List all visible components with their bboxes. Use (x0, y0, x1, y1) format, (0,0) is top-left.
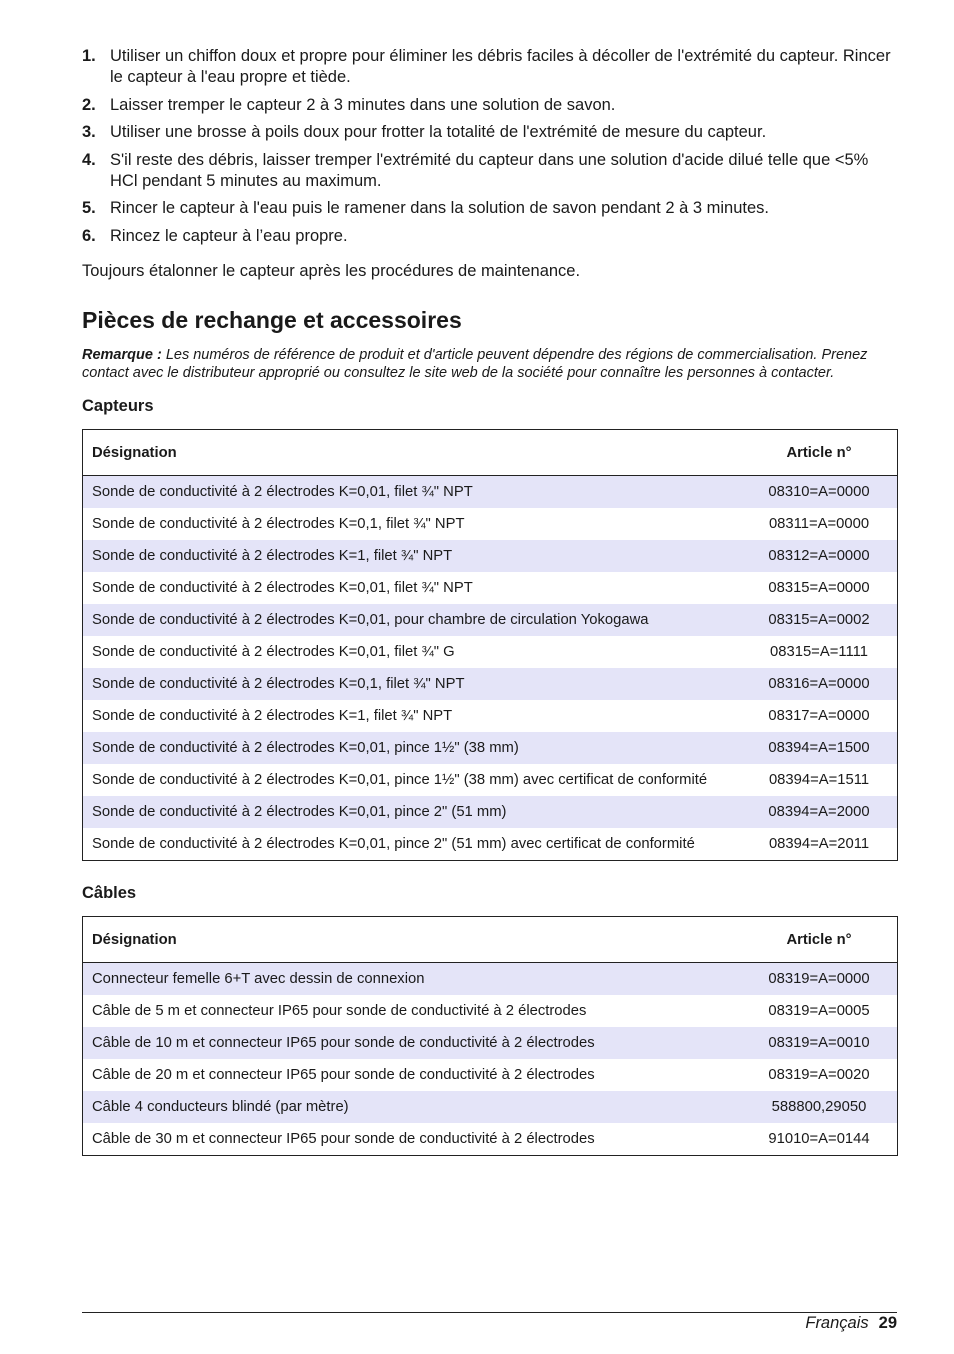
step-number: 2. (82, 95, 96, 114)
table-header-row (83, 430, 898, 476)
table-row (83, 540, 898, 572)
calibrate-note: Toujours étalonner le capteur après les procédures de maintenance. (82, 261, 581, 280)
table-row (83, 764, 898, 796)
cell-article: 08319=A=0010 (741, 1027, 898, 1059)
table-row (83, 508, 898, 540)
page-footer (82, 1312, 897, 1333)
cell-article: 08311=A=0000 (768, 516, 870, 532)
table-row (83, 636, 898, 668)
cell-designation: Câble 4 conducteurs blindé (par mètre) (83, 1091, 742, 1123)
remark-label: Remarque : (82, 346, 162, 363)
cell-article: 08310=A=0000 (741, 476, 898, 509)
cell-designation: Câble de 5 m et connecteur IP65 pour sonde de conductivité à 2 électrodes (92, 1003, 587, 1019)
table-row (83, 700, 898, 732)
cell-designation: Sonde de conductivité à 2 électrodes K=0,01, filet ¾" NPT (92, 580, 473, 596)
footer-language: Français (805, 1314, 869, 1332)
step-text: Utiliser une brosse à poils doux pour frotter la totalité de l'extrémité de mesure du capteur. (110, 123, 767, 141)
cell-designation: Sonde de conductivité à 2 électrodes K=0,01, pince 2" (51 mm) avec certificat de conformité (92, 836, 695, 852)
cell-article: 08315=A=0002 (741, 604, 898, 636)
cell-article: 08315=A=1111 (770, 644, 868, 660)
step-item (82, 226, 897, 247)
table-row (83, 604, 898, 636)
cell-designation: Connecteur femelle 6+T avec dessin de connexion (83, 963, 742, 996)
cell-designation: Sonde de conductivité à 2 électrodes K=0,01, filet ¾" NPT (83, 476, 742, 509)
cell-article: 08319=A=0020 (768, 1067, 870, 1083)
cell-article: 08394=A=2000 (741, 796, 898, 828)
sensors-heading: Capteurs (82, 397, 154, 415)
step-item (82, 122, 897, 143)
cell-article: 08312=A=0000 (741, 540, 898, 572)
table-header-row (83, 917, 898, 963)
cell-designation: Sonde de conductivité à 2 électrodes K=0,01, pince 1½" (38 mm) avec certificat de conformité (92, 772, 708, 788)
cell-article: 588800,29050 (741, 1091, 898, 1123)
table-row (83, 1091, 898, 1123)
step-number: 6. (82, 226, 96, 245)
cell-article: 91010=A=0144 (768, 1131, 870, 1147)
cell-designation: Sonde de conductivité à 2 électrodes K=1, filet ¾" NPT (92, 708, 453, 724)
cell-designation: Sonde de conductivité à 2 électrodes K=0,01, pince 1½" (38 mm) (83, 732, 742, 764)
cell-article: 08319=A=0000 (741, 963, 898, 996)
cell-article: 08316=A=0000 (741, 668, 898, 700)
cell-designation: Câble de 30 m et connecteur IP65 pour sonde de conductivité à 2 électrodes (92, 1131, 595, 1147)
table-row (83, 1027, 898, 1059)
table-row (83, 572, 898, 604)
table-row (83, 828, 898, 861)
step-text: Laisser tremper le capteur 2 à 3 minutes dans une solution de savon. (110, 95, 616, 114)
table-row (83, 1059, 898, 1091)
step-item (82, 150, 897, 192)
table-row (83, 963, 898, 996)
table-row (83, 995, 898, 1027)
cell-designation: Sonde de conductivité à 2 électrodes K=0,01, pince 2" (51 mm) (83, 796, 742, 828)
column-header-designation: Désignation (83, 430, 742, 476)
cell-article: 08319=A=0005 (768, 1003, 870, 1019)
maintenance-steps (82, 46, 897, 247)
table-row (83, 476, 898, 509)
cell-article: 08394=A=1500 (741, 732, 898, 764)
cell-designation: Sonde de conductivité à 2 électrodes K=0,1, filet ¾" NPT (92, 516, 465, 532)
cell-article: 08394=A=1511 (768, 772, 870, 788)
step-item (82, 46, 897, 88)
column-header-article: Article n° (741, 917, 898, 963)
cell-designation: Sonde de conductivité à 2 électrodes K=0,01, pour chambre de circulation Yokogawa (83, 604, 742, 636)
page-number: 29 (878, 1314, 897, 1332)
step-text: Utiliser un chiffon doux et propre pour éliminer les débris faciles à décoller de l'extrémité du capteur. Rincer le capteur à l'eau propre et tiède. (110, 47, 891, 86)
table-row (83, 1123, 898, 1156)
remark-note (82, 346, 897, 382)
cell-designation: Câble de 10 m et connecteur IP65 pour sonde de conductivité à 2 électrodes (83, 1027, 742, 1059)
column-header-article: Article n° (741, 430, 898, 476)
cell-article: 08394=A=2011 (768, 836, 870, 852)
cell-article: 08317=A=0000 (768, 708, 870, 724)
sensors-table (82, 429, 898, 861)
column-header-designation: Désignation (83, 917, 742, 963)
table-row (83, 796, 898, 828)
cables-heading: Câbles (82, 884, 137, 902)
document-page (82, 46, 897, 1156)
cables-table (82, 916, 898, 1156)
cell-article: 08315=A=0000 (768, 580, 870, 596)
cell-designation: Câble de 20 m et connecteur IP65 pour sonde de conductivité à 2 électrodes (92, 1067, 595, 1083)
cell-designation: Sonde de conductivité à 2 électrodes K=1, filet ¾" NPT (83, 540, 742, 572)
table-row (83, 668, 898, 700)
step-number: 1. (82, 47, 96, 65)
table-row (83, 732, 898, 764)
remark-text: Les numéros de référence de produit et d'article peuvent dépendre des régions de commercialisation. Prenez contact avec le distributeur approprié ou consultez le site web de la société pour connaître les personnes à contacter. (82, 346, 868, 381)
section-title: Pièces de rechange et accessoires (82, 306, 462, 333)
step-text: Rincer le capteur à l'eau puis le ramener dans la solution de savon pendant 2 à 3 minutes. (110, 199, 769, 217)
step-number: 5. (82, 199, 96, 217)
step-item (82, 198, 897, 219)
step-number: 3. (82, 123, 96, 141)
step-item (82, 95, 897, 116)
step-text: Rincez le capteur à l’eau propre. (110, 226, 348, 245)
step-text: S'il reste des débris, laisser tremper l'extrémité du capteur dans une solution d'acide dilué telle que <5% HCl pendant 5 minutes au maximum. (110, 150, 869, 190)
cell-designation: Sonde de conductivité à 2 électrodes K=0,1, filet ¾" NPT (83, 668, 742, 700)
step-number: 4. (82, 150, 96, 169)
cell-designation: Sonde de conductivité à 2 électrodes K=0,01, filet ¾" G (92, 644, 455, 660)
